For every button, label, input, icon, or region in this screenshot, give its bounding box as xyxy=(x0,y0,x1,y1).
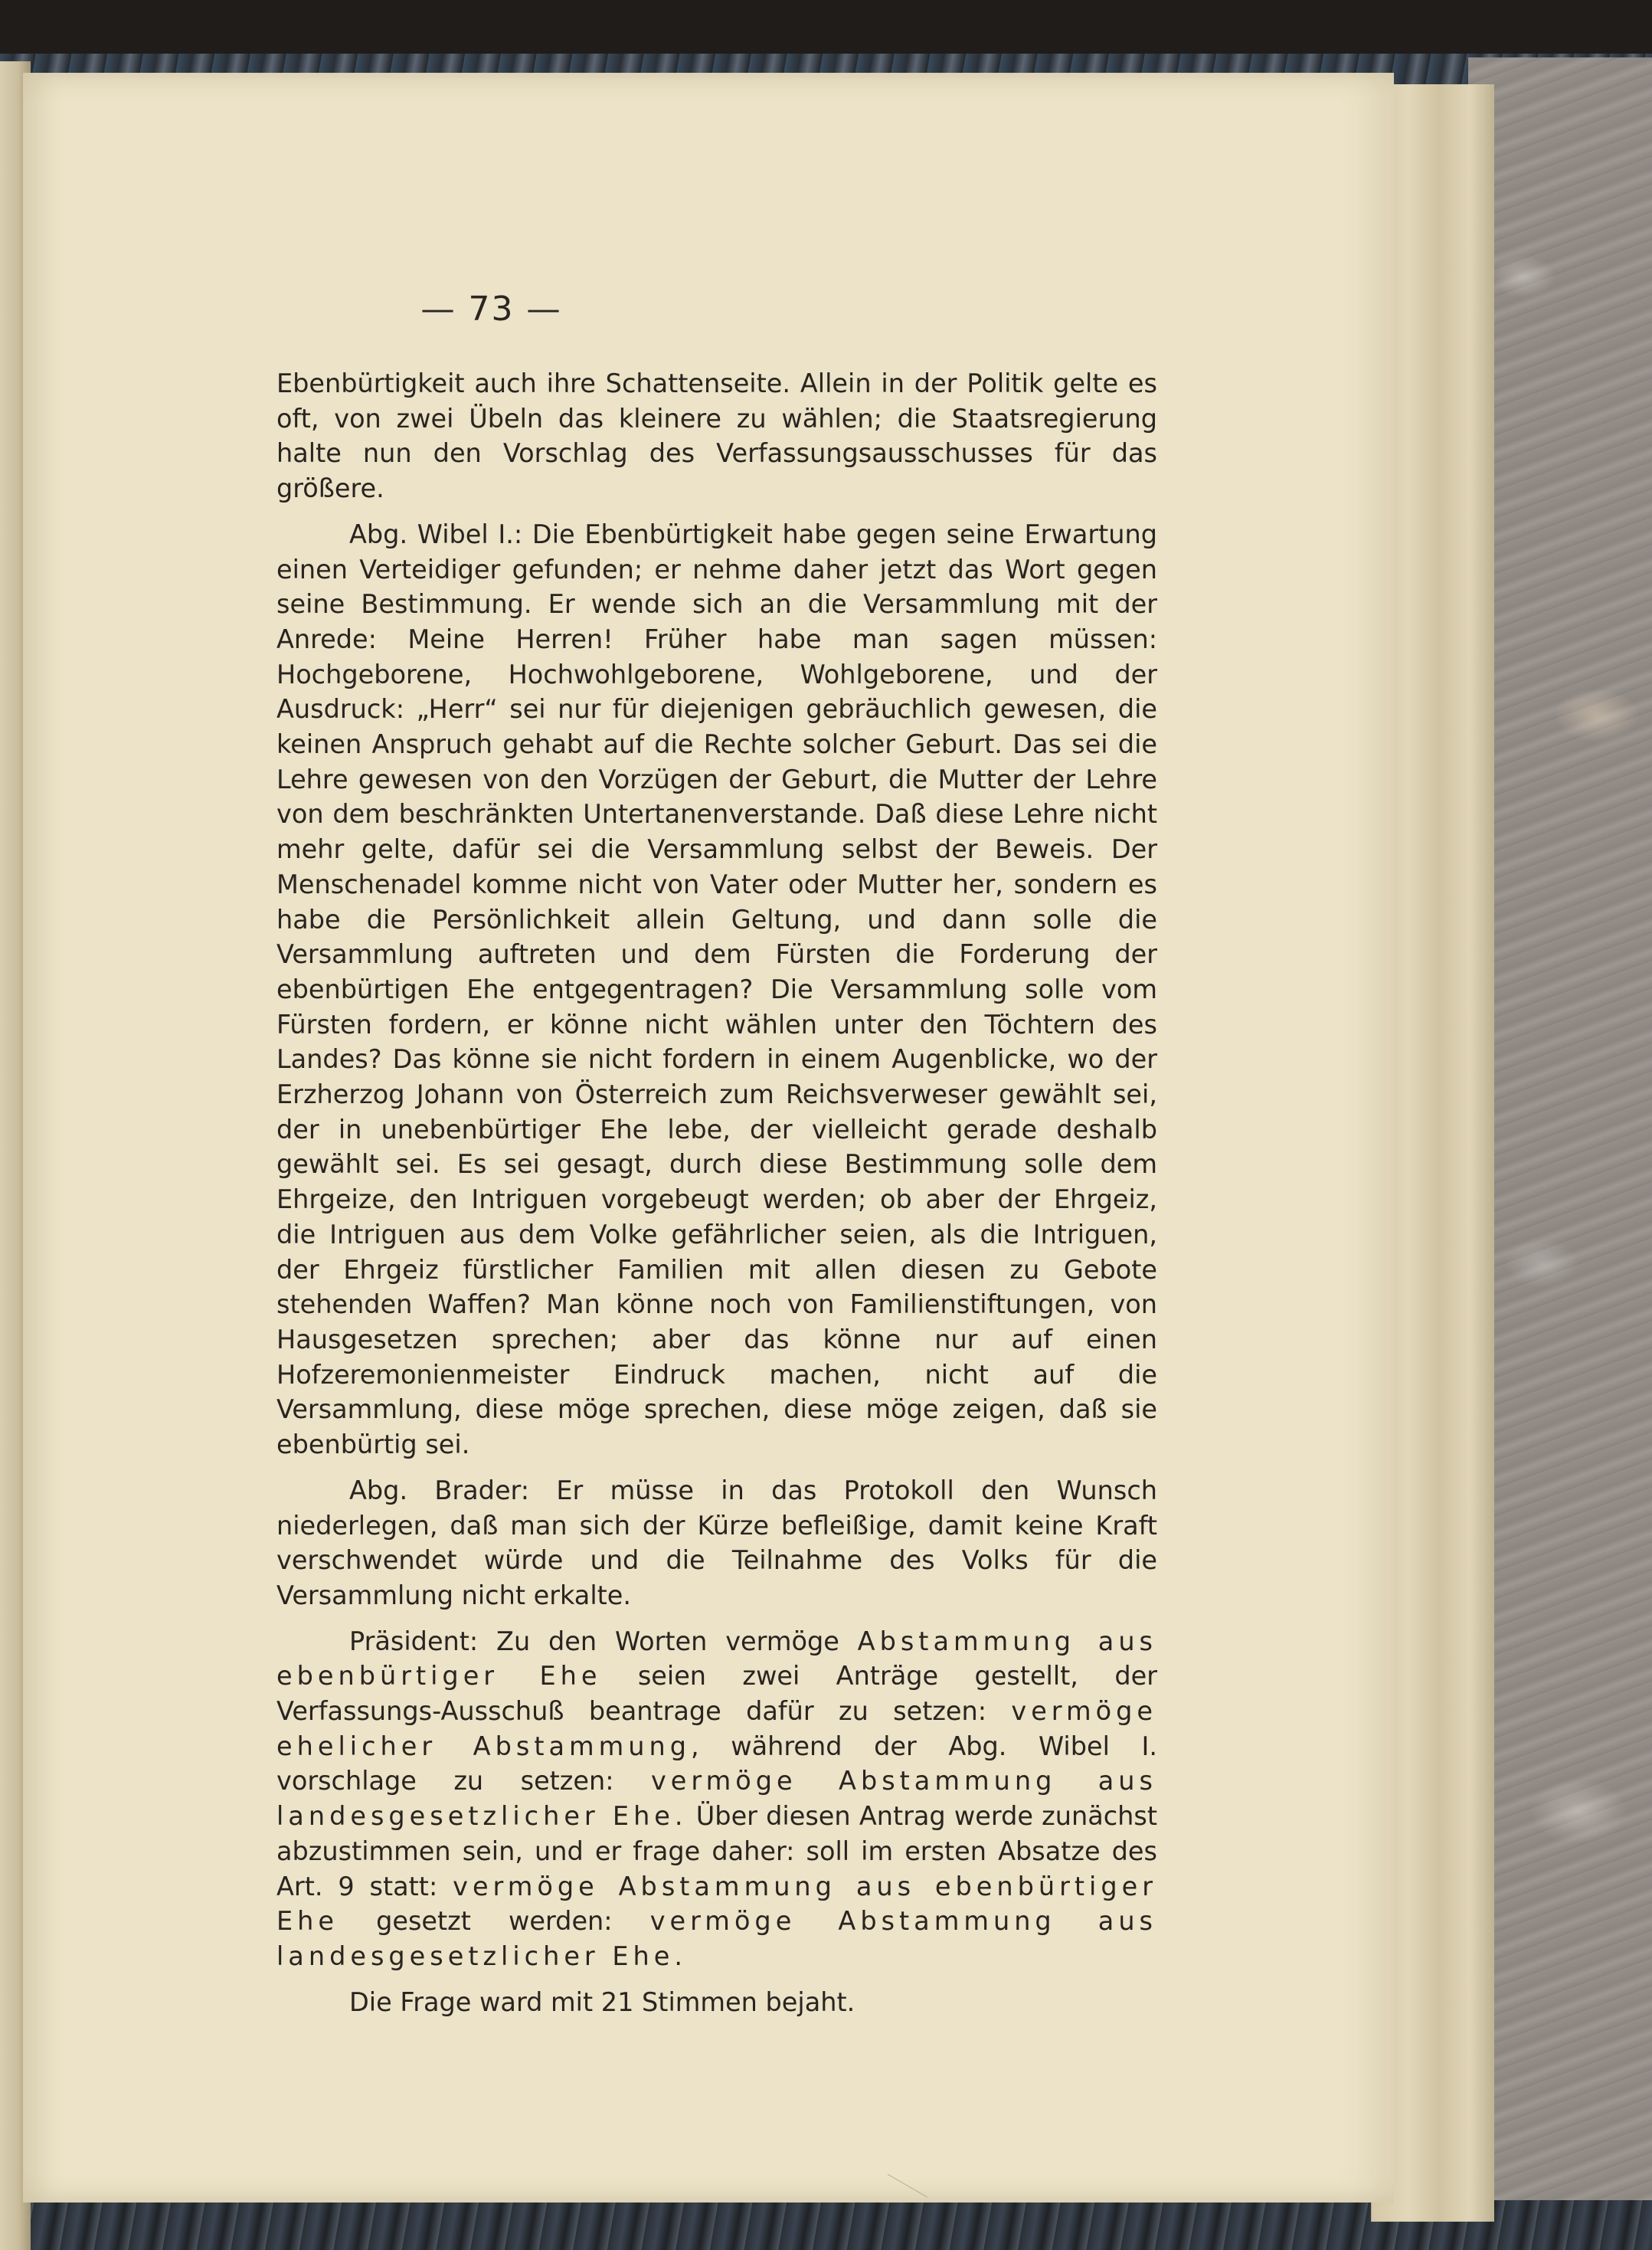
paragraph-4-spaced-seg: vermöge Abstammung aus landesgesetzlicher Ehe. xyxy=(276,1766,1157,1832)
page-number-value: 73 xyxy=(468,290,515,329)
paragraph-4-seg: , während der Abg. Wibel I. vorschlage zu setzen: xyxy=(276,1731,1158,1796)
paragraph-4-spaced-seg: Abstammung aus ebenbürtiger Ehe xyxy=(276,1626,1158,1692)
page-number: — 73 — xyxy=(420,290,562,329)
paragraph-4-seg: seien zwei Anträge gestellt, der Verfassungs-Ausschuß beantrage dafür zu setzen: xyxy=(276,1661,1157,1727)
paragraph-3: Abg. Brader: Er müsse in das Protokoll den Wunsch niederlegen, daß man sich der Kürze befleißige, damit keine Kraft verschwendet würde und die Teilnahme des Volks für die Versammlung nicht erkalte. xyxy=(276,1475,1157,1610)
paragraph-4-spaced-seg: vermöge Abstammung aus ebenbürtiger Ehe xyxy=(276,1871,1157,1937)
paragraph-1: Ebenbürtigkeit auch ihre Schattenseite. Allein in der Politik gelte es oft, von zwei Übeln das kleinere zu wählen; die Staatsregierung halte nun den Vorschlag des Verfassungsausschusses für das größere. xyxy=(276,368,1157,504)
paragraph-4-seg: gesetzt werden: xyxy=(339,1906,650,1937)
marbled-endpaper xyxy=(1468,57,1652,2250)
paragraph-4-seg: Über diesen Antrag werde zunächst abzustimmen sein, und er frage daher: soll im ersten Absatze des Art. 9 statt: xyxy=(276,1801,1158,1901)
paragraph-5: Die Frage ward mit 21 Stimmen bejaht. xyxy=(349,1986,855,2017)
paragraph-4 xyxy=(276,1624,1157,1974)
paragraph-2: Abg. Wibel I.: Die Ebenbürtigkeit habe gegen seine Erwartung einen Verteidiger gefunden; er nehme daher jetzt das Wort gegen seine Bestimmung. Er wende sich an die Versammlung mit der Anrede: Meine Herren! Früher habe man sagen müssen: Hochgeborene, Hochwohlgeborene, Wohlgeborene, und der Ausdruck: „Herr“ sei nur für diejenigen gebräuchlich gewesen, die keinen Anspruch gehabt auf die Rechte solcher Geburt. Das sei die Lehre gewesen von den Vorzügen der Geburt, die Mutter der Lehre von dem beschränkten Untertanenverstande. Daß diese Lehre nicht mehr gelte, dafür sei die Versammlung selbst der Beweis. Der Menschenadel komme nicht von Vater oder Mutter her, sondern es habe die Persönlichkeit allein Geltung, und dann solle die Versammlung auftreten und dem Fürsten die Forderung der ebenbürtigen Ehe entgegentragen? Die Versammlung solle vom Fürsten fordern, er könne nicht wählen unter den Töchtern des Landes? Das könne sie nicht fordern in einem Augenblicke, wo der Erzherzog Johann von Österreich zum Reichsverweser gewählt sei, der in unebenbürtiger Ehe lebe, der vielleicht gerade deshalb gewählt sei. Es sei gesagt, durch diese Bestimmung solle dem Ehrgeize, den Intriguen vorgebeugt werden; ob aber der Ehrgeiz, die Intriguen aus dem Volke gefährlicher seien, als die Intriguen, der Ehrgeiz fürstlicher Familien mit allen diesen zu Gebote stehenden Waffen? Man könne noch von Familienstiftungen, von Hausgesetzen sprechen; aber das könne nur auf einen Hofzeremonienmeister Eindruck machen, nicht auf die Versammlung, diese möge sprechen, diese möge zeigen, daß sie ebenbürtig sei. xyxy=(276,519,1157,1460)
page-body xyxy=(276,366,1157,2030)
paragraph-4-spaced-seg: vermöge ehelicher Abstammung xyxy=(276,1696,1157,1761)
paragraph-4-seg: Präsident: Zu den Worten vermöge xyxy=(349,1626,858,1656)
paragraph-4-spaced-seg: vermöge Abstammung aus landesgesetzlicher Ehe. xyxy=(276,1906,1158,1971)
